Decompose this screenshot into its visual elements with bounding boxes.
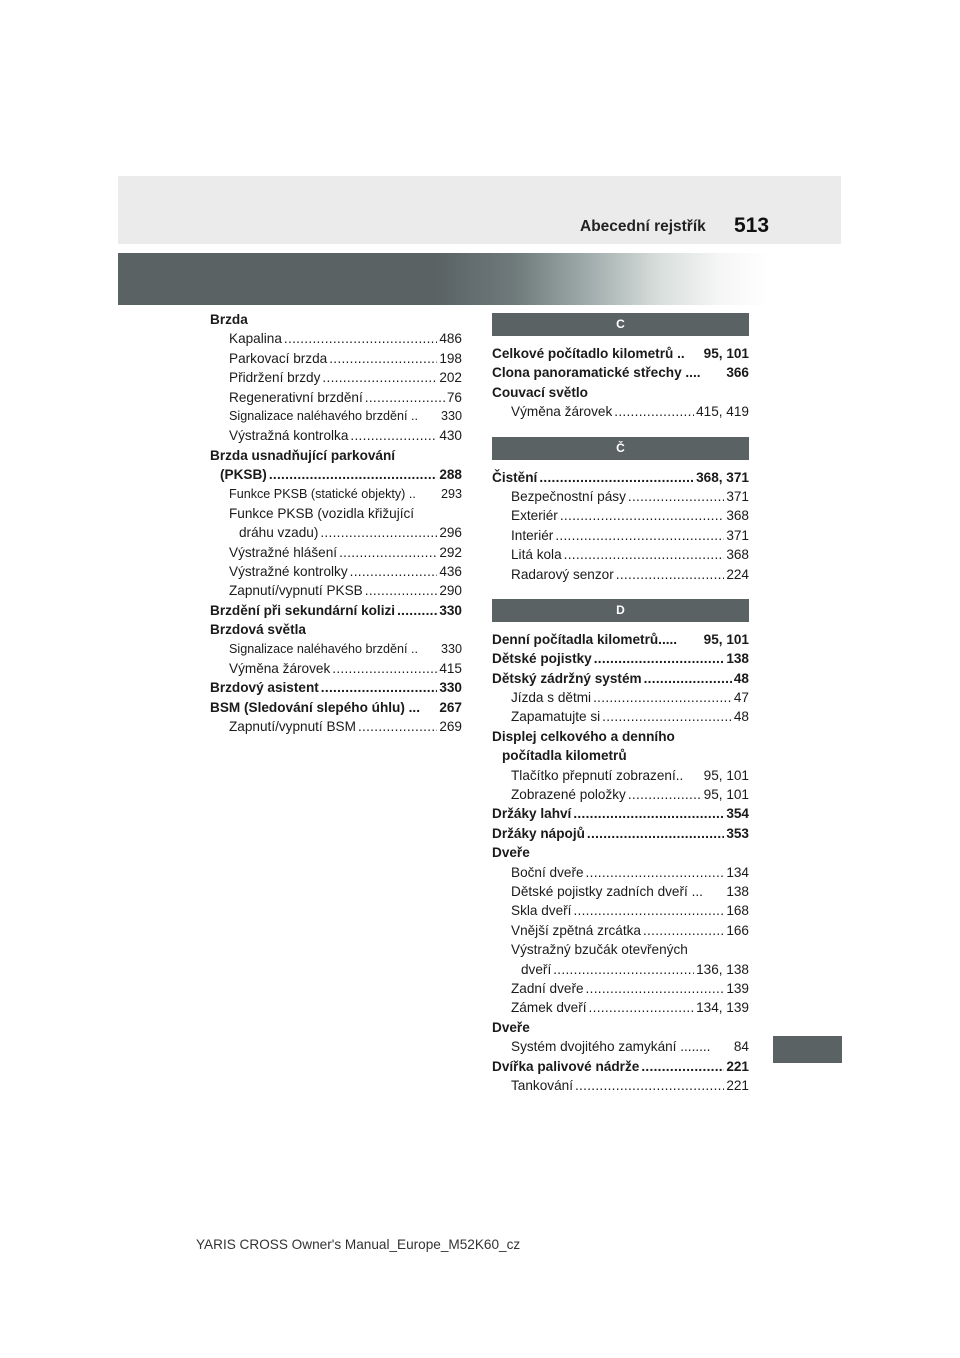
index-subentry [492, 979, 749, 998]
index-subentry [492, 545, 749, 564]
dot-leader [555, 526, 724, 545]
entry-text: Brzdový asistent [210, 680, 319, 696]
page-reference[interactable]: 138 [726, 651, 749, 667]
entry-text: (PKSB) [220, 467, 267, 483]
index-subentry [210, 426, 462, 445]
entry-text: Signalizace naléhavého brzdění .. [229, 641, 419, 656]
page-reference[interactable]: 139 [726, 980, 749, 996]
dot-leader [284, 329, 437, 348]
page-reference[interactable]: 366 [726, 365, 749, 381]
index-subentry [492, 526, 749, 545]
page-reference[interactable]: 224 [726, 566, 749, 582]
dot-leader [553, 960, 694, 979]
page-reference[interactable]: 371 [726, 527, 749, 543]
dot-leader [539, 468, 694, 487]
index-entry [492, 1018, 749, 1037]
index-subentry [492, 506, 749, 525]
page-reference[interactable]: 415 [439, 661, 462, 677]
index-entry [492, 1057, 749, 1076]
entry-text: Tlačítko přepnutí zobrazení.. [511, 767, 684, 783]
page-reference[interactable]: 166 [726, 922, 749, 938]
page-reference[interactable]: 330 [439, 680, 462, 696]
index-subentry [210, 504, 462, 523]
index-subentry [492, 940, 749, 959]
entry-text: Bezpečnostní pásy [511, 488, 626, 504]
index-subentry-continuation [492, 960, 749, 979]
index-entry [492, 824, 749, 843]
index-subentry [492, 487, 749, 506]
dot-leader [329, 349, 437, 368]
page-reference[interactable]: 290 [439, 583, 462, 599]
entry-text: dráhu vzadu) [239, 525, 319, 541]
page-reference[interactable]: 430 [439, 428, 462, 444]
index-entry [492, 630, 749, 649]
header-band [118, 176, 841, 244]
dot-leader [332, 659, 437, 678]
page-reference[interactable]: 202 [439, 370, 462, 386]
entry-text: Zapamatujte si [511, 709, 601, 725]
index-subentry [492, 998, 749, 1017]
dot-leader [593, 688, 732, 707]
index-entry [210, 698, 462, 717]
index-entry [210, 620, 462, 639]
dot-leader [643, 921, 724, 940]
section-letter-bar: Č [492, 437, 749, 460]
entry-text: Funkce PKSB (vozidla křižující [229, 505, 415, 521]
page-reference[interactable]: 95, 101 [703, 631, 749, 647]
index-subentry [210, 368, 462, 387]
dot-leader [614, 402, 694, 421]
dot-leader [602, 707, 732, 726]
page-number: 513 [734, 214, 770, 237]
entry-text: Regenerativní brzdění [229, 389, 363, 405]
dot-leader [586, 979, 725, 998]
page-reference[interactable]: 296 [439, 525, 462, 541]
dot-leader [560, 506, 724, 525]
index-entry [492, 843, 749, 862]
index-subentry [210, 562, 462, 581]
page-reference[interactable]: 415, 419 [696, 404, 749, 420]
page-reference[interactable]: 267 [439, 699, 462, 715]
dot-leader [358, 717, 437, 736]
dot-leader [365, 581, 438, 600]
entry-text: Dveře [492, 845, 530, 861]
dot-leader [365, 388, 445, 407]
entry-text: Přidržení brzdy [229, 370, 321, 386]
section-letter-bar: D [492, 599, 749, 622]
entry-text: Zapnutí/vypnutí PKSB [229, 583, 363, 599]
header-gradient-band [118, 253, 841, 305]
entry-text: Litá kola [511, 547, 562, 563]
entry-text: Dětské pojistky [492, 651, 592, 667]
entry-text: Dvířka palivové nádrže [492, 1058, 640, 1074]
entry-text: Výstražná kontrolka [229, 428, 349, 444]
page-reference[interactable]: 134, 139 [696, 1000, 749, 1016]
page-reference[interactable]: 368, 371 [696, 469, 749, 485]
index-entry [210, 446, 462, 465]
index-left-column [210, 310, 462, 737]
page-reference[interactable]: 330 [440, 408, 462, 423]
dot-leader [339, 543, 437, 562]
page-reference[interactable]: 134 [726, 864, 749, 880]
entry-text: Výstražné hlášení [229, 544, 338, 560]
dot-leader [573, 804, 724, 823]
entry-text: Clona panoramatické střechy .... [492, 365, 701, 381]
dot-leader [573, 901, 724, 920]
index-subentry [210, 659, 462, 678]
dot-leader [350, 562, 438, 581]
entry-text: Exteriér [511, 508, 558, 524]
entry-text: Zapnutí/vypnutí BSM [229, 719, 356, 735]
section-title: Abecední rejstřík [580, 218, 706, 235]
index-entry [492, 363, 749, 382]
entry-text: Vnější zpětná zrcátka [511, 922, 641, 938]
page-reference[interactable]: 95, 101 [703, 787, 749, 803]
index-entry [210, 310, 462, 329]
dot-leader [616, 565, 725, 584]
page-reference[interactable]: 269 [439, 719, 462, 735]
dot-leader [564, 545, 725, 564]
dot-leader [628, 785, 702, 804]
page-reference[interactable]: 293 [440, 486, 462, 501]
index-subentry [210, 407, 462, 426]
index-subentry [210, 717, 462, 736]
page-reference[interactable]: 221 [726, 1058, 749, 1074]
index-subentry [492, 921, 749, 940]
page-reference[interactable]: 221 [726, 1077, 749, 1093]
dot-leader [269, 465, 437, 484]
index-subentry [492, 882, 749, 901]
dot-leader [641, 1057, 724, 1076]
page-reference[interactable]: 48 [733, 670, 749, 686]
entry-text: Signalizace naléhavého brzdění .. [229, 408, 419, 423]
page-reference[interactable]: 486 [439, 331, 462, 347]
index-subentry [492, 766, 749, 785]
dot-leader [397, 601, 437, 620]
page-reference[interactable]: 138 [726, 883, 749, 899]
page-reference[interactable]: 436 [439, 564, 462, 580]
page-reference[interactable]: 368 [726, 547, 749, 563]
dot-leader [321, 678, 438, 697]
entry-text: Couvací světlo [492, 384, 588, 400]
page-reference[interactable]: 48 [733, 709, 749, 725]
entry-text: Držáky nápojů [492, 825, 585, 841]
page-reference[interactable]: 168 [726, 903, 749, 919]
entry-text: Tankování [511, 1077, 573, 1093]
index-entry [492, 804, 749, 823]
entry-text: Brzdění při sekundární kolizi [210, 602, 396, 618]
entry-text: Parkovací brzda [229, 350, 328, 366]
index-entry-continuation [210, 465, 462, 484]
index-subentry [492, 863, 749, 882]
index-entry-continuation [492, 746, 749, 765]
index-subentry [492, 1037, 749, 1056]
entry-text: Displej celkového a denního [492, 728, 675, 744]
entry-text: Držáky lahví [492, 806, 572, 822]
dot-leader [322, 368, 437, 387]
dot-leader [350, 426, 437, 445]
section-letter-bar: C [492, 313, 749, 336]
index-subentry [492, 1076, 749, 1095]
index-entry [210, 601, 462, 620]
entry-text: Výstražné kontrolky [229, 564, 348, 580]
index-entry [492, 344, 749, 363]
entry-text: Čistění [492, 469, 538, 485]
dot-leader [644, 669, 732, 688]
index-subentry [210, 329, 462, 348]
index-entry [492, 468, 749, 487]
dot-leader [575, 1076, 724, 1095]
entry-text: Kapalina [229, 331, 282, 347]
index-subentry [492, 688, 749, 707]
entry-text: Celkové počítadlo kilometrů .. [492, 346, 685, 361]
index-entry [492, 649, 749, 668]
entry-text: Interiér [511, 527, 554, 543]
entry-text: Zobrazené položky [511, 787, 626, 803]
index-entry [492, 669, 749, 688]
index-subentry [210, 388, 462, 407]
entry-text: Systém dvojitého zamykání ........ [511, 1039, 711, 1055]
entry-text: počítadla kilometrů [502, 748, 627, 764]
page-reference[interactable]: 136, 138 [696, 961, 749, 977]
dot-leader [320, 523, 437, 542]
index-entry [492, 383, 749, 402]
entry-text: Zámek dveří [511, 1000, 587, 1016]
entry-text: Dveře [492, 1019, 530, 1035]
entry-text: Radarový senzor [511, 566, 614, 582]
footer-manual-id: YARIS CROSS Owner's Manual_Europe_M52K60_cz [196, 1237, 521, 1252]
dot-leader [628, 487, 724, 506]
entry-text: Dětský zádržný systém [492, 670, 642, 686]
entry-text: Výstražný bzučák otevřených [511, 942, 688, 958]
page-reference[interactable]: 368 [726, 508, 749, 524]
entry-text: Skla dveří [511, 903, 572, 919]
index-subentry-continuation [210, 523, 462, 542]
chapter-side-tab [773, 1036, 842, 1063]
entry-text: Dětské pojistky zadních dveří ... [511, 883, 703, 899]
dot-leader [589, 998, 695, 1017]
entry-text: Denní počítadla kilometrů..... [492, 631, 678, 647]
page-reference[interactable]: 371 [726, 488, 749, 504]
dot-leader [594, 649, 725, 668]
entry-text: Výměna žárovek [229, 661, 331, 677]
entry-text: Brzda usnadňující parkování [210, 447, 396, 463]
page-reference[interactable]: 76 [446, 389, 462, 405]
page-reference[interactable]: 353 [726, 825, 749, 841]
index-subentry [492, 565, 749, 584]
dot-leader [586, 863, 725, 882]
index-subentry [492, 707, 749, 726]
entry-text: Boční dveře [511, 864, 584, 880]
page-reference[interactable]: 47 [733, 690, 749, 706]
index-subentry [210, 581, 462, 600]
page-reference[interactable]: 198 [439, 350, 462, 366]
index-subentry [492, 785, 749, 804]
entry-text: Jízda s dětmi [511, 690, 592, 706]
page-reference[interactable]: 95, 101 [703, 767, 749, 783]
page-reference[interactable]: 95, 101 [703, 346, 749, 361]
index-subentry [210, 485, 462, 504]
page-reference[interactable]: 354 [726, 806, 749, 822]
index-subentry [492, 402, 749, 421]
entry-text: BSM (Sledování slepého úhlu) ... [210, 699, 420, 715]
index-subentry [210, 640, 462, 659]
index-entry [492, 727, 749, 746]
index-subentry [492, 901, 749, 920]
page-reference[interactable]: 292 [439, 544, 462, 560]
page-reference[interactable]: 330 [440, 641, 462, 656]
entry-text: Zadní dveře [511, 980, 584, 996]
entry-text: Brzdová světla [210, 622, 306, 638]
page-reference[interactable]: 330 [439, 602, 462, 618]
index-subentry [210, 349, 462, 368]
page-reference[interactable]: 84 [733, 1039, 749, 1055]
entry-text: dveří [521, 961, 552, 977]
index-entry [210, 678, 462, 697]
index-subentry [210, 543, 462, 562]
entry-text: Brzda [210, 312, 248, 327]
page-reference[interactable]: 288 [439, 467, 462, 483]
entry-text: Funkce PKSB (statické objekty) .. [229, 486, 416, 501]
index-right-column [492, 313, 749, 1095]
entry-text: Výměna žárovek [511, 404, 613, 420]
dot-leader [587, 824, 724, 843]
